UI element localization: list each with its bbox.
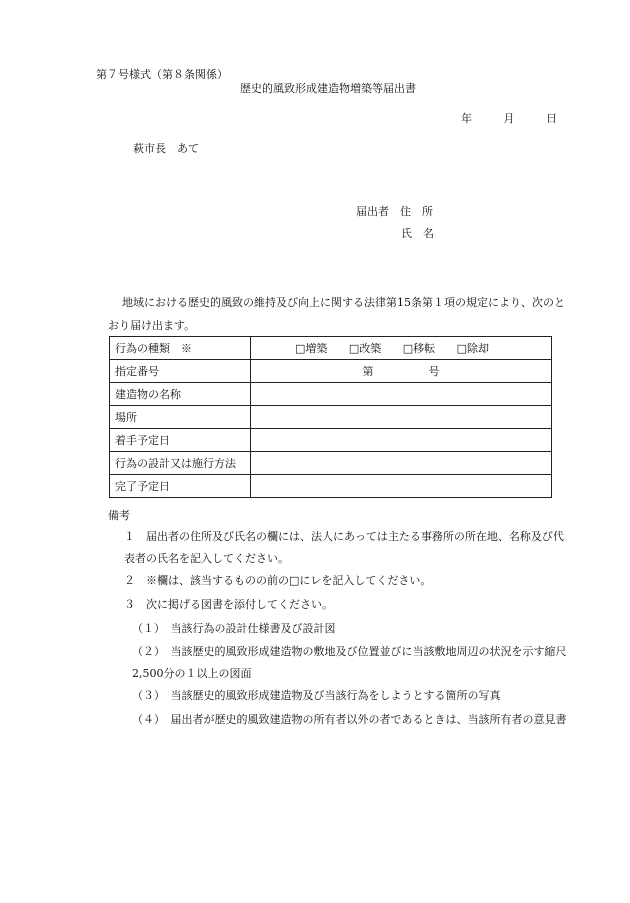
building-name-field[interactable] [251, 383, 552, 406]
row-label: 建造物の名称 [110, 383, 251, 406]
action-type-options [251, 337, 552, 360]
table-row [110, 429, 552, 452]
note-item: ２ ※欄は、該当するものの前の□にレを記入してください。 [124, 574, 432, 587]
table-row [110, 452, 552, 475]
designation-number-field[interactable]: 第 号 [251, 360, 552, 383]
location-field[interactable] [251, 406, 552, 429]
note-item: （１） 当該行為の設計仕様書及び設計図 [132, 622, 336, 635]
method-field[interactable] [251, 452, 552, 475]
completion-date-field[interactable] [251, 475, 552, 498]
note-item: （３） 当該歴史的風致形成建造物及び当該行為をしようとする箇所の写真 [132, 689, 501, 702]
start-date-field[interactable] [251, 429, 552, 452]
option-extension[interactable]: □増築 [294, 342, 328, 355]
row-label: 行為の種類 ※ [110, 337, 251, 360]
table-row [110, 337, 552, 360]
row-label: 行為の設計又は施行方法 [110, 452, 251, 475]
notes-title: 備考 [108, 509, 130, 522]
applicant-name-label: 氏 名 [401, 227, 434, 240]
option-removal[interactable]: □除却 [456, 342, 490, 355]
document-title: 歴史的風致形成建造物増築等届出書 [240, 82, 416, 95]
date-row [461, 110, 585, 126]
form-number: 第７号様式（第８条関係） [96, 68, 228, 81]
row-label: 着手予定日 [110, 429, 251, 452]
addressee: 萩市長 あて [133, 142, 199, 155]
table-row [110, 360, 552, 383]
applicant-address-label: 届出者 住 所 [356, 205, 433, 218]
row-label: 指定番号 [110, 360, 251, 383]
table-row [110, 383, 552, 406]
option-rebuild[interactable]: □改築 [348, 342, 382, 355]
note-item: １ 届出者の住所及び氏名の欄には、法人にあっては主たる事務所の所在地、名称及び代表者の氏名を記入してください。 [124, 530, 564, 565]
table-row [110, 406, 552, 429]
row-label: 場所 [110, 406, 251, 429]
date-day: 日 [546, 112, 557, 125]
table-row [110, 475, 552, 498]
note-item: （４） 届出者が歴史的風致建造物の所有者以外の者であるときは、当該所有者の意見書 [132, 713, 567, 726]
note-item: （２） 当該歴史的風致形成建造物の敷地及び位置並びに当該敷地周辺の状況を示す縮尺2,500分の１以上の図面 [132, 645, 567, 680]
date-month: 月 [503, 112, 515, 125]
intro-paragraph: 地域における歴史的風致の維持及び向上に関する法律第15条第１項の規定により、次のとおり届け出ます。 [108, 296, 565, 332]
option-relocation[interactable]: □移転 [402, 342, 436, 355]
row-label: 完了予定日 [110, 475, 251, 498]
application-table [109, 336, 552, 498]
date-year: 年 [461, 112, 472, 125]
note-item: ３ 次に掲げる図書を添付してください。 [124, 598, 333, 611]
